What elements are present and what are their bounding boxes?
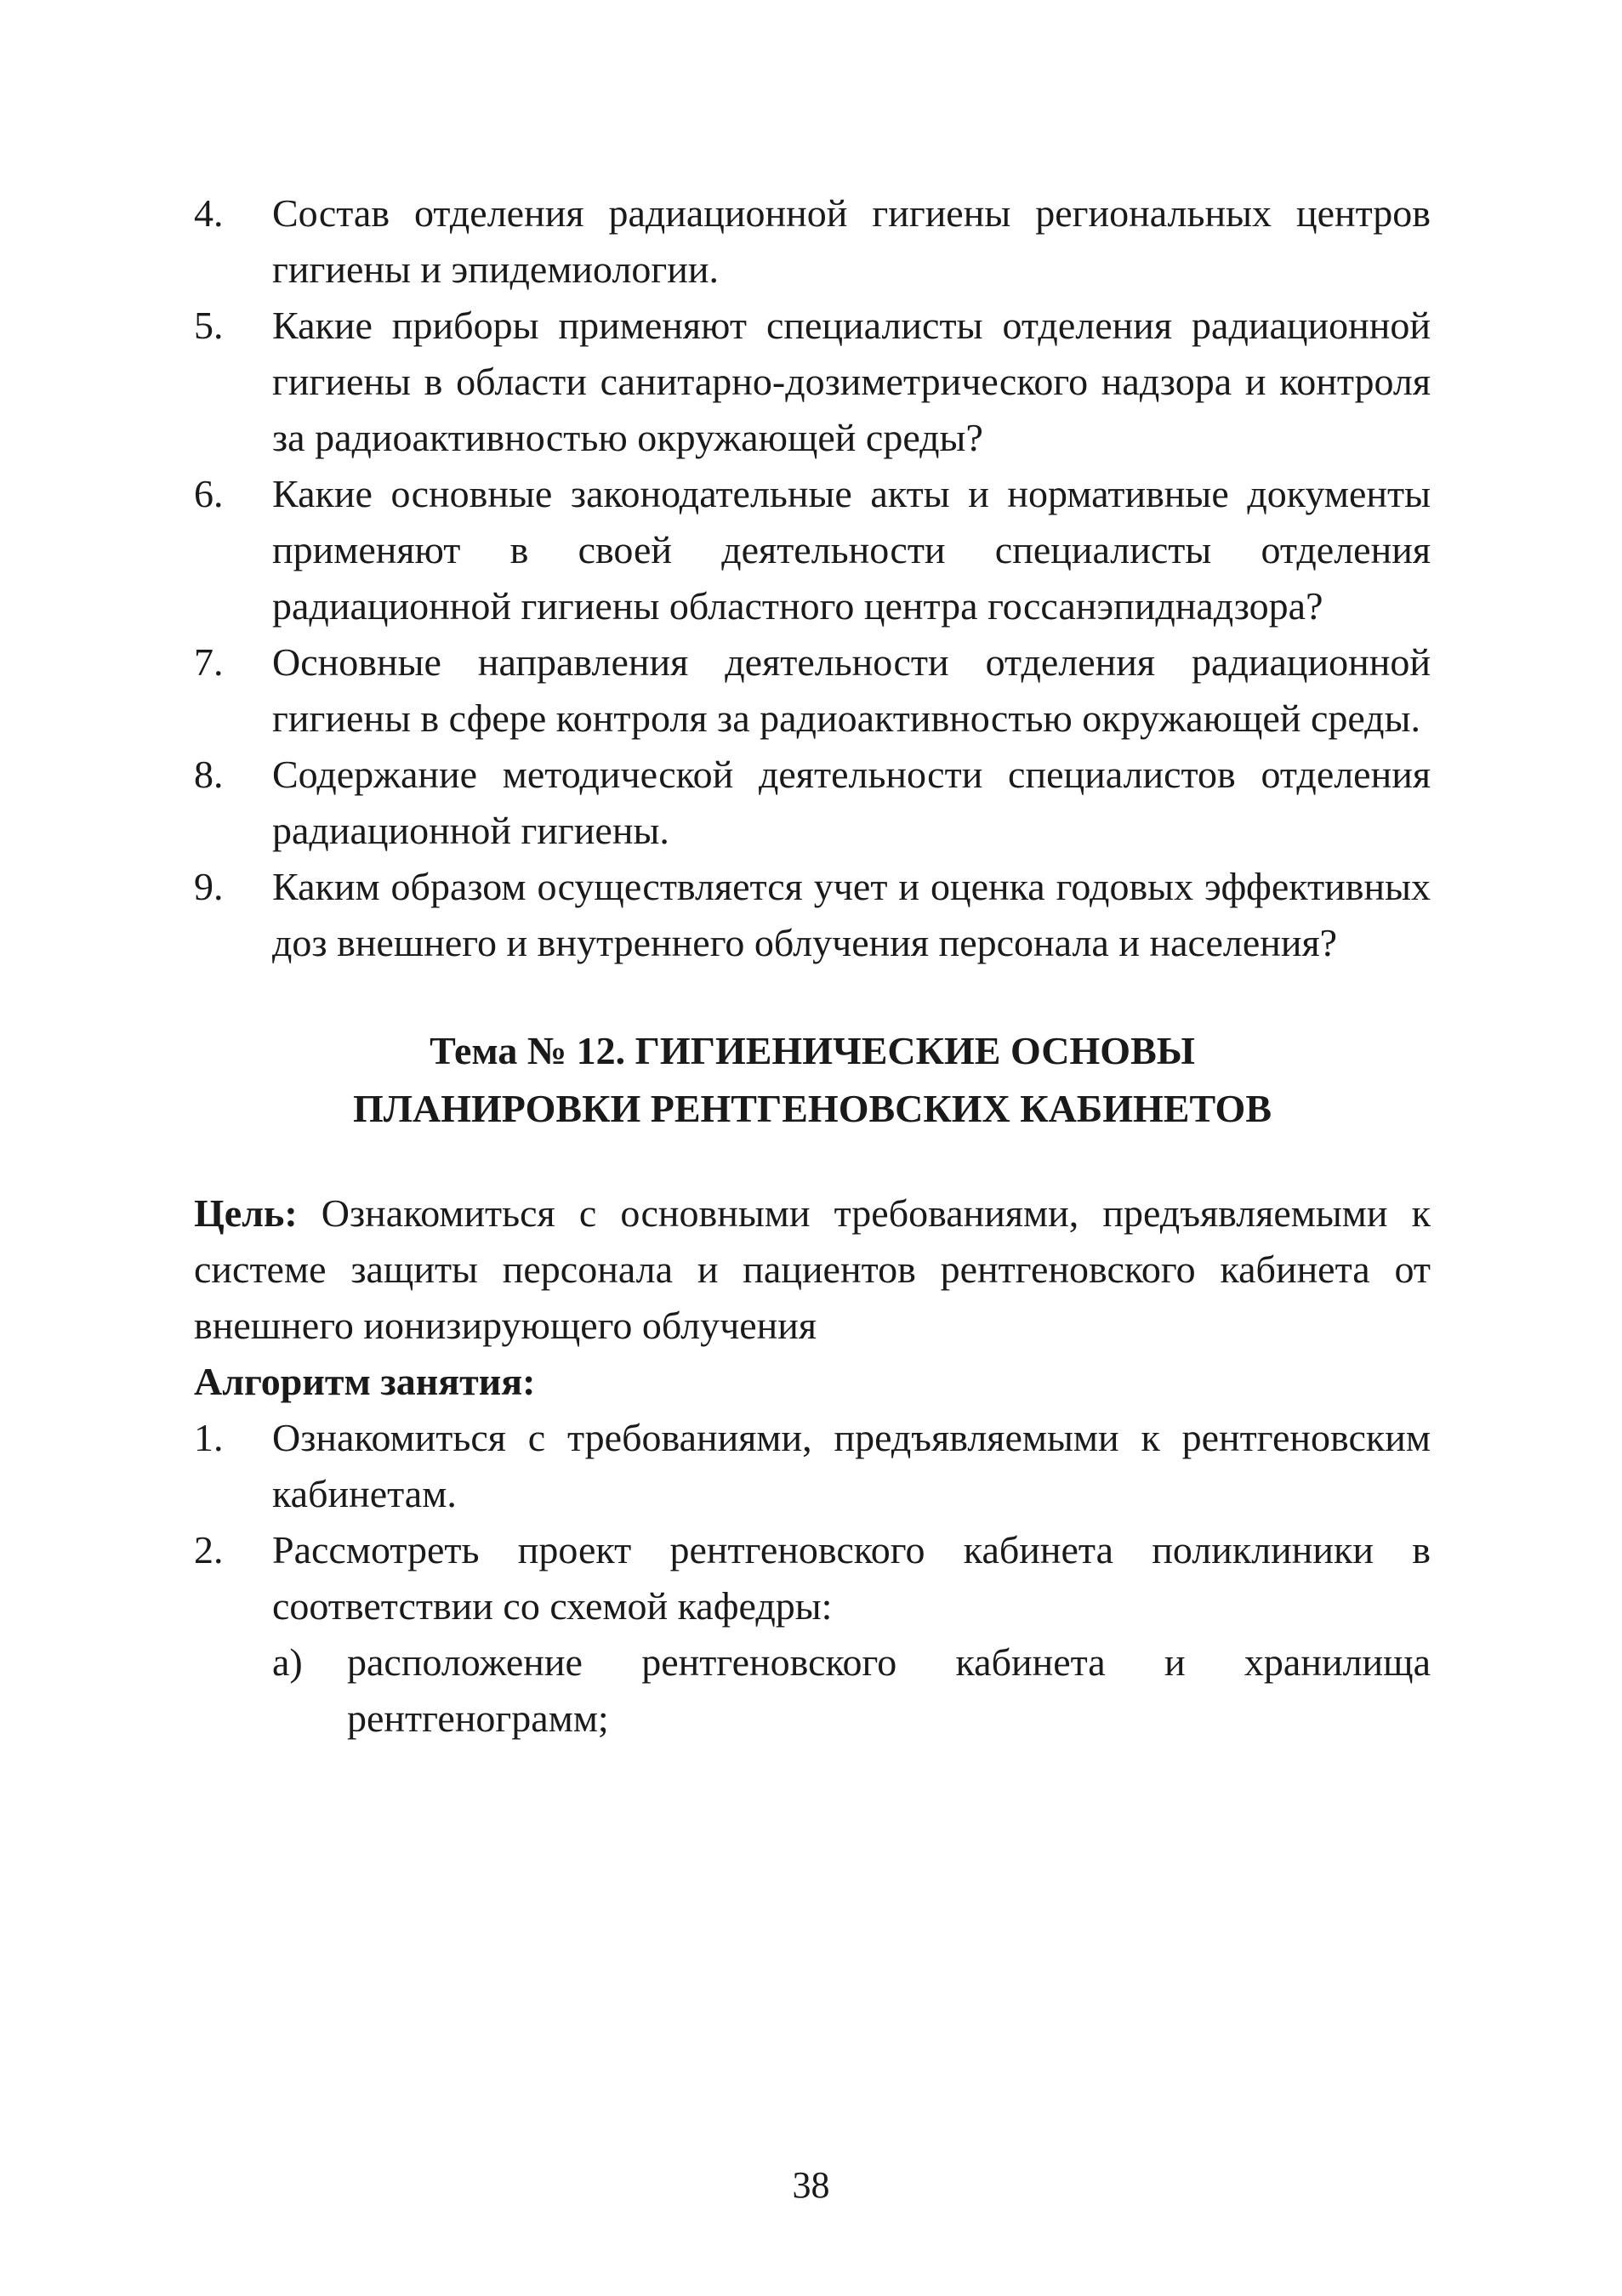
topic-heading-line-1: Тема № 12. ГИГИЕНИЧЕСКИЕ ОСНОВЫ	[430, 1029, 1195, 1072]
question-number: 4.	[194, 191, 224, 235]
step-text: Рассмотреть проект рентгеновского кабинета поликлиники в соответствии со схемой кафедры:	[272, 1528, 1431, 1628]
question-number: 8.	[194, 753, 224, 796]
substep-letter: а)	[272, 1640, 303, 1684]
topic-heading-line-2: ПЛАНИРОВКИ РЕНТГЕНОВСКИХ КАБИНЕТОВ	[352, 1087, 1272, 1130]
question-text: Основные направления деятельности отделения радиационной гигиены в сфере контроля за радиоактивностью окружающей среды.	[272, 640, 1431, 740]
question-number: 9.	[194, 865, 224, 908]
question-number: 5.	[194, 304, 224, 347]
question-text: Какие приборы применяют специалисты отделения радиационной гигиены в области санитарно-дозиметрического надзора и контроля за радиоактивностью окружающей среды?	[272, 304, 1431, 459]
question-text: Состав отделения радиационной гигиены региональных центров гигиены и эпидемиологии.	[272, 191, 1431, 291]
question-text: Содержание методической деятельности специалистов отделения радиационной гигиены.	[272, 753, 1431, 852]
step-text: Ознакомиться с требованиями, предъявляемыми к рентгеновским кабинетам.	[272, 1416, 1431, 1515]
question-number: 6.	[194, 472, 224, 515]
question-item	[194, 747, 1431, 859]
step-number: 2.	[194, 1528, 224, 1571]
question-item	[194, 466, 1431, 634]
algorithm-step	[194, 1410, 1431, 1522]
algorithm-step	[194, 1522, 1431, 1634]
goal-paragraph	[194, 1185, 1431, 1354]
algorithm-heading: Алгоритм занятия:	[194, 1360, 536, 1403]
question-item	[194, 185, 1431, 298]
question-text: Каким образом осуществляется учет и оценка годовых эффективных доз внешнего и внутреннего облучения персонала и населения?	[272, 865, 1431, 964]
question-item	[194, 298, 1431, 466]
goal-text: Ознакомиться с основными требованиями, предъявляемыми к системе защиты персонала и пациентов рентгеновского кабинета от внешнего ионизирующего облучения	[194, 1191, 1431, 1347]
page-content	[194, 185, 1431, 1747]
question-item	[194, 859, 1431, 971]
step-number: 1.	[194, 1416, 224, 1459]
substep-text: расположение рентгеновского кабинета и хранилища рентгенограмм;	[347, 1640, 1431, 1740]
question-text: Какие основные законодательные акты и нормативные документы применяют в своей деятельности специалисты отделения радиационной гигиены областного центра госсанэпиднадзора?	[272, 472, 1431, 628]
topic-heading	[194, 1022, 1431, 1138]
question-number: 7.	[194, 640, 224, 684]
algorithm-substep	[194, 1634, 1431, 1747]
question-item	[194, 634, 1431, 747]
goal-label: Цель:	[194, 1191, 298, 1235]
page-number: 38	[792, 2164, 830, 2206]
